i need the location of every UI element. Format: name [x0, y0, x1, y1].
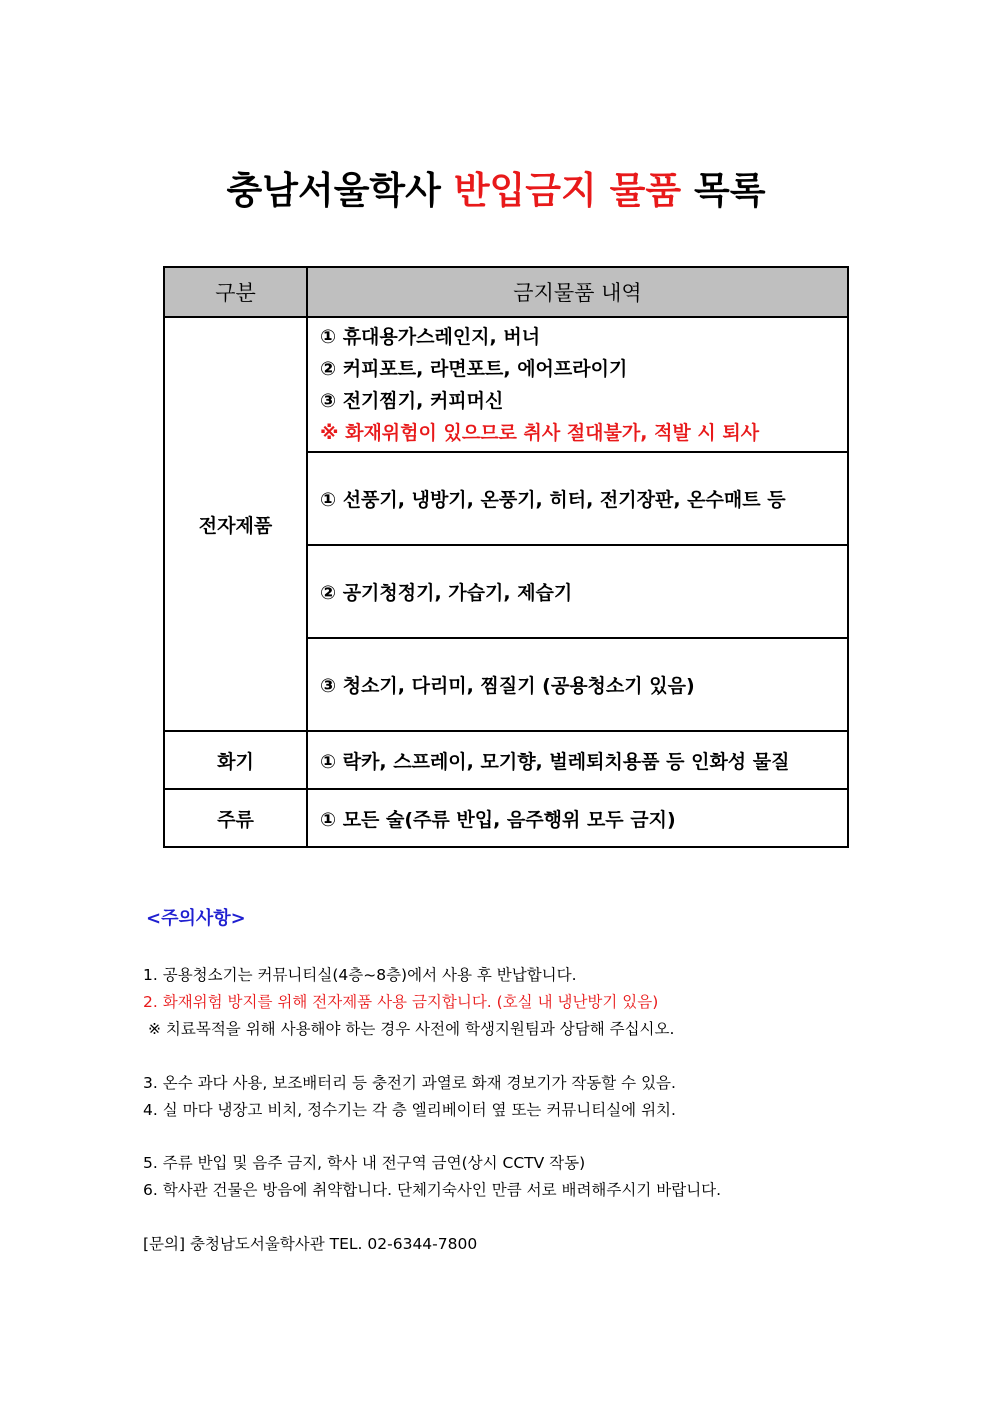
- title-part3: 물품: [609, 169, 682, 212]
- electronics-group1: [307, 317, 848, 452]
- notes-heading: <주의사항>: [146, 908, 246, 929]
- note-4: 4. 실 마다 냉장고 비치, 정수기는 각 층 엘리베이터 옆 또는 커뮤니티실에 위치.: [143, 1101, 676, 1119]
- category-electronics: 전자제품: [164, 317, 307, 731]
- header-items: 금지물품 내역: [307, 267, 848, 317]
- category-flammable: 화기: [164, 731, 307, 789]
- title-part4: 목록: [694, 169, 766, 212]
- electronics-group4: ③ 청소기, 다리미, 찜질기 (공용청소기 있음): [307, 638, 848, 731]
- list-item: ② 커피포트, 라면포트, 에어프라이기: [320, 357, 628, 380]
- contact-info: [문의] 충청남도서울학사관 TEL. 02-6344-7800: [143, 1235, 478, 1253]
- banned-items-table: [163, 266, 849, 848]
- category-alcohol: 주류: [164, 789, 307, 847]
- table-row: [164, 789, 848, 847]
- electronics-group3: ② 공기청정기, 가습기, 제습기: [307, 545, 848, 638]
- list-item: ③ 전기찜기, 커피머신: [320, 389, 504, 412]
- note-3: 3. 온수 과다 사용, 보조배터리 등 충전기 과열로 화재 경보기가 작동할 수 있음.: [143, 1074, 676, 1092]
- fire-warning: ※ 화재위험이 있으므로 취사 절대불가, 적발 시 퇴사: [320, 421, 760, 444]
- note-6: 6. 학사관 건물은 방음에 취약합니다. 단체기숙사인 만큼 서로 배려해주시기 바랍니다.: [143, 1181, 722, 1199]
- note-1: 1. 공용청소기는 커뮤니티실(4층~8층)에서 사용 후 반납합니다.: [143, 966, 577, 984]
- header-category: 구분: [164, 267, 307, 317]
- list-item: ① 휴대용가스레인지, 버너: [320, 325, 541, 348]
- table-row: [164, 317, 848, 452]
- note-2: 2. 화재위험 방지를 위해 전자제품 사용 금지합니다. (호실 내 냉난방기 있음): [143, 993, 659, 1011]
- title-part1: 충남서울학사: [226, 169, 441, 212]
- note-5: 5. 주류 반입 및 음주 금지, 학사 내 전구역 금연(상시 CCTV 작동): [143, 1154, 586, 1172]
- electronics-group2: ① 선풍기, 냉방기, 온풍기, 히터, 전기장판, 온수매트 등: [307, 452, 848, 545]
- title-part2: 반입금지: [453, 169, 597, 212]
- flammable-item: ① 락카, 스프레이, 모기향, 벌레퇴치용품 등 인화성 물질: [307, 731, 848, 789]
- page-title: [0, 160, 992, 214]
- alcohol-item: ① 모든 술(주류 반입, 음주행위 모두 금지): [307, 789, 848, 847]
- table-row: [164, 731, 848, 789]
- note-2-sub: ※ 치료목적을 위해 사용해야 하는 경우 사전에 학생지원팀과 상담해 주십시오.: [148, 1020, 675, 1038]
- table-header-row: [164, 267, 848, 317]
